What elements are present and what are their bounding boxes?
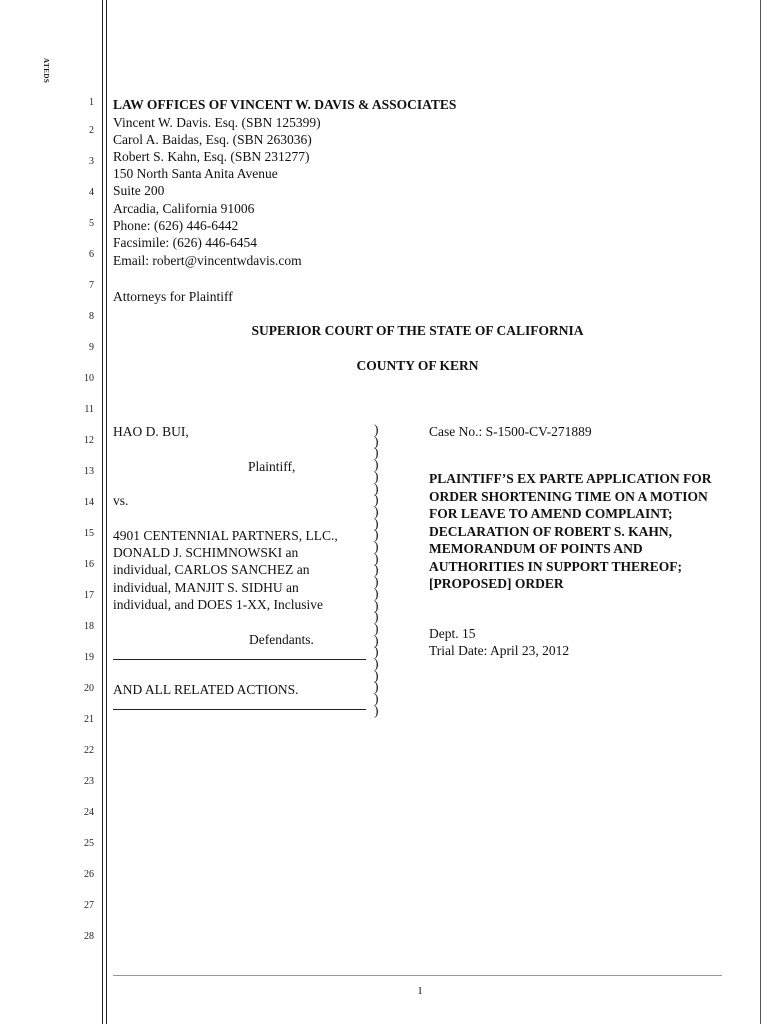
caption-paren: ) <box>374 550 379 566</box>
firm-line: Email: robert@vincentwdavis.com <box>113 253 302 268</box>
caption-paren: ) <box>374 691 379 707</box>
side-label: ATEDS <box>42 58 50 84</box>
defendant-line: individual, MANJIT S. SIDHU an <box>113 580 299 595</box>
firm-line: Facsimile: (626) 446-6454 <box>113 235 257 250</box>
line-number: 12 <box>84 435 94 446</box>
caption-paren: ) <box>374 468 379 484</box>
firm-line: Suite 200 <box>113 183 165 198</box>
caption-paren: ) <box>374 445 379 461</box>
caption-paren: ) <box>374 644 379 660</box>
line-number: 7 <box>89 280 94 291</box>
firm-line: Arcadia, California 91006 <box>113 201 255 216</box>
caption-paren: ) <box>374 597 379 613</box>
line-number: 9 <box>89 342 94 353</box>
caption-paren: ) <box>374 620 379 636</box>
caption-paren: ) <box>374 609 379 625</box>
caption-paren: ) <box>374 702 379 718</box>
left-margin-rule <box>102 0 103 1024</box>
caption-paren: ) <box>374 503 379 519</box>
defendant-line: 4901 CENTENNIAL PARTNERS, LLC., <box>113 528 338 543</box>
line-number: 16 <box>84 559 94 570</box>
line-number: 18 <box>84 621 94 632</box>
line-number: 19 <box>84 652 94 663</box>
plaintiff-name: HAO D. BUI, <box>113 424 189 439</box>
footer-rule <box>113 975 722 976</box>
line-number: 26 <box>84 869 94 880</box>
left-margin-rule-inner <box>106 0 107 1024</box>
line-number: 13 <box>84 466 94 477</box>
caption-divider <box>113 659 366 660</box>
plaintiff-label: Plaintiff, <box>248 459 296 474</box>
firm-line: Vincent W. Davis. Esq. (SBN 125399) <box>113 115 321 130</box>
caption-paren: ) <box>374 585 379 601</box>
line-number: 17 <box>84 590 94 601</box>
defendant-line: individual, and DOES 1-XX, Inclusive <box>113 597 323 612</box>
defendant-line: DONALD J. SCHIMNOWSKI an <box>113 545 299 560</box>
line-number: 14 <box>84 497 94 508</box>
line-number: 24 <box>84 807 94 818</box>
line-number: 2 <box>89 125 94 136</box>
line-number: 23 <box>84 776 94 787</box>
caption-paren: ) <box>374 433 379 449</box>
line-number: 10 <box>84 373 94 384</box>
line-number: 20 <box>84 683 94 694</box>
court-name: SUPERIOR COURT OF THE STATE OF CALIFORNIA <box>251 323 584 338</box>
attorneys-for: Attorneys for Plaintiff <box>113 289 233 304</box>
caption-paren: ) <box>374 527 379 543</box>
caption-paren: ) <box>374 422 379 437</box>
defendant-line: individual, CARLOS SANCHEZ an <box>113 562 310 577</box>
case-number: Case No.: S-1500-CV-271889 <box>429 424 592 439</box>
department: Dept. 15 <box>429 626 476 641</box>
firm-line: Phone: (626) 446-6442 <box>113 218 239 233</box>
caption-paren: ) <box>374 632 379 648</box>
line-number: 1 <box>89 97 94 108</box>
caption-paren: ) <box>374 679 379 695</box>
versus: vs. <box>113 493 129 508</box>
line-number: 6 <box>89 249 94 260</box>
caption-paren: ) <box>374 667 379 683</box>
related-actions: AND ALL RELATED ACTIONS. <box>113 682 299 697</box>
line-number: 15 <box>84 528 94 539</box>
caption-divider <box>113 709 366 710</box>
line-number: 22 <box>84 745 94 756</box>
caption-paren: ) <box>374 515 379 531</box>
court-county: COUNTY OF KERN <box>356 358 479 373</box>
right-margin-rule <box>760 0 761 1024</box>
line-number: 25 <box>84 838 94 849</box>
document-title: PLAINTIFF’S EX PARTE APPLICATION FOR ORDER SHORTENING TIME ON A MOTION FOR LEAVE TO AMEND COMPLAINT; DECLARATION OF ROBERT S. KAHN, MEMORANDUM OF POINTS AND AUTHORITIES IN SUPPORT THEREOF; [PROPOSED] ORDER <box>429 471 712 591</box>
caption-paren: ) <box>374 492 379 508</box>
defendants-label: Defendants. <box>249 632 314 647</box>
firm-line: Robert S. Kahn, Esq. (SBN 231277) <box>113 149 310 164</box>
page-number: 1 <box>417 985 423 997</box>
caption-paren: ) <box>374 656 379 671</box>
trial-date: Trial Date: April 23, 2012 <box>429 643 570 658</box>
caption-paren: ) <box>374 539 379 554</box>
line-number: 5 <box>89 218 94 229</box>
line-number: 21 <box>84 714 94 725</box>
line-number: 4 <box>89 187 94 198</box>
caption-paren: ) <box>374 480 379 496</box>
caption-paren: ) <box>374 457 379 473</box>
caption-paren: ) <box>374 562 379 578</box>
line-number: 3 <box>89 156 94 167</box>
line-number: 27 <box>84 900 94 911</box>
firm-name: LAW OFFICES OF VINCENT W. DAVIS & ASSOCIATES <box>113 97 457 112</box>
firm-line: Carol A. Baidas, Esq. (SBN 263036) <box>113 132 312 147</box>
caption-paren: ) <box>374 574 379 590</box>
line-number: 11 <box>84 404 94 415</box>
line-number: 28 <box>84 931 94 942</box>
firm-line: 150 North Santa Anita Avenue <box>113 166 278 181</box>
line-number: 8 <box>89 311 94 322</box>
